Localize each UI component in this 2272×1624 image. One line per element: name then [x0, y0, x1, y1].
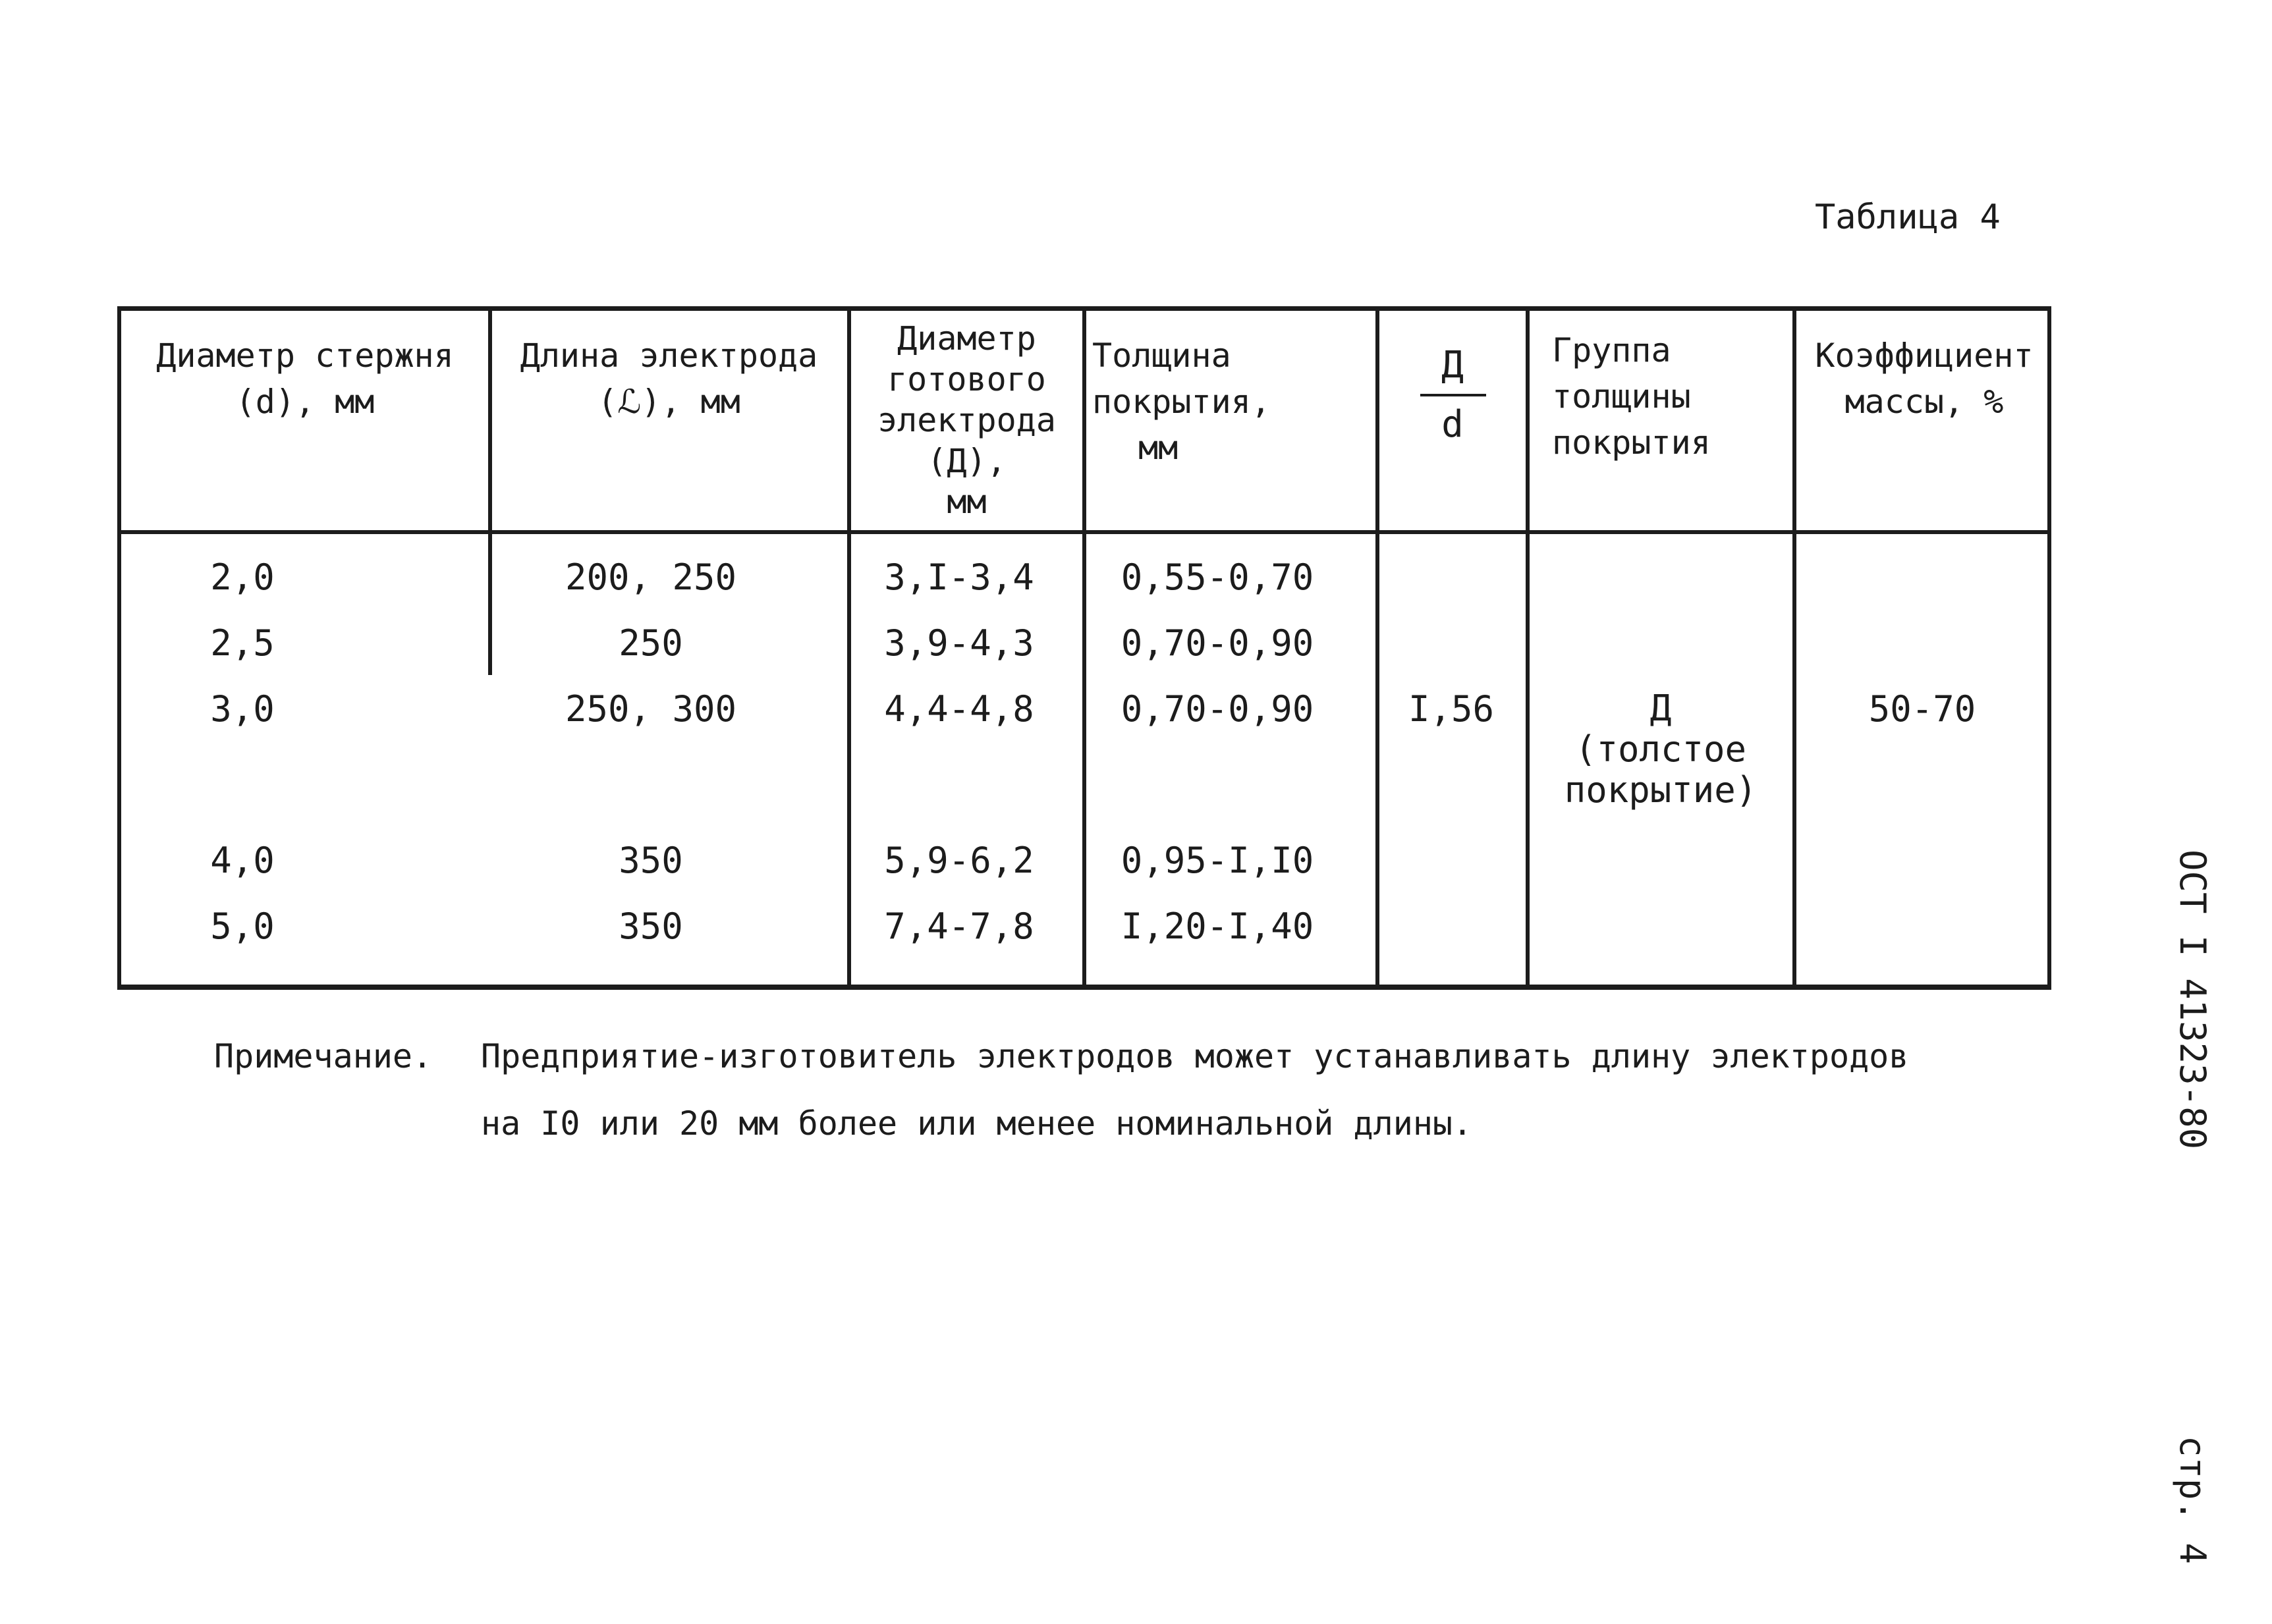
- header-electrode-length: Длина электрода (ℒ), мм: [520, 337, 818, 421]
- cell-rod-diameter: 5,0: [210, 906, 275, 947]
- header-coating-group: Группа толщины покрытия: [1552, 331, 1711, 462]
- fraction-line: [1420, 394, 1486, 396]
- cell-rod-diameter: 3,0: [210, 688, 275, 730]
- column-divider: [117, 306, 121, 990]
- note-text-line1: Предприятие-изготовитель электродов может устанавливать длину электродов: [481, 1037, 1909, 1075]
- cell-electrode-length: 200, 250: [565, 556, 737, 598]
- note-label: Примечание.: [214, 1037, 433, 1075]
- cell-electrode-length: 350: [619, 906, 683, 947]
- cell-coating-thickness: 0,70-0,90: [1121, 622, 1314, 664]
- cell-coating-thickness: 0,70-0,90: [1121, 688, 1314, 730]
- cell-finished-diameter: 3,9-4,3: [884, 622, 1034, 664]
- cell-coating-thickness: 0,95-I,I0: [1121, 840, 1314, 881]
- cell-rod-diameter: 4,0: [210, 840, 275, 881]
- header-coating-thickness: Толщина покрытия, мм: [1092, 337, 1271, 467]
- cell-electrode-length: 350: [619, 840, 683, 881]
- cell-mass-coefficient: 50-70: [1868, 688, 1976, 730]
- cell-coating-thickness: 0,55-0,70: [1121, 556, 1314, 598]
- column-divider: [1526, 306, 1530, 990]
- cell-electrode-length: 250, 300: [565, 688, 737, 730]
- table-caption: Таблица 4: [1815, 198, 2001, 237]
- electrode-table: [117, 306, 2051, 991]
- page-number: стр. 4: [2172, 1436, 2213, 1565]
- note-text-line2: на I0 или 20 мм более или менее номинальной длины.: [481, 1104, 1473, 1143]
- cell-finished-diameter: 3,I-3,4: [884, 556, 1034, 598]
- cell-finished-diameter: 7,4-7,8: [884, 906, 1034, 947]
- cell-rod-diameter: 2,0: [210, 556, 275, 598]
- cell-finished-diameter: 5,9-6,2: [884, 840, 1034, 881]
- standard-code: ОСТ I 41323-80: [2172, 850, 2213, 1150]
- header-ratio: Д d: [1379, 342, 1526, 448]
- header-rod-diameter: Диаметр стержня (d), мм: [156, 337, 454, 421]
- cell-coating-group: Д (толстое покрытие): [1564, 688, 1758, 811]
- cell-coating-thickness: I,20-I,40: [1121, 906, 1314, 947]
- cell-electrode-length: 250: [619, 622, 683, 664]
- cell-finished-diameter: 4,4-4,8: [884, 688, 1034, 730]
- cell-rod-diameter: 2,5: [210, 622, 275, 664]
- header-mass-coefficient: Коэффициент массы, %: [1815, 337, 2034, 421]
- column-divider: [488, 306, 492, 675]
- header-finished-diameter: Диаметр готового электрода (Д), мм: [877, 319, 1056, 521]
- cell-ratio-value: I,56: [1408, 688, 1495, 730]
